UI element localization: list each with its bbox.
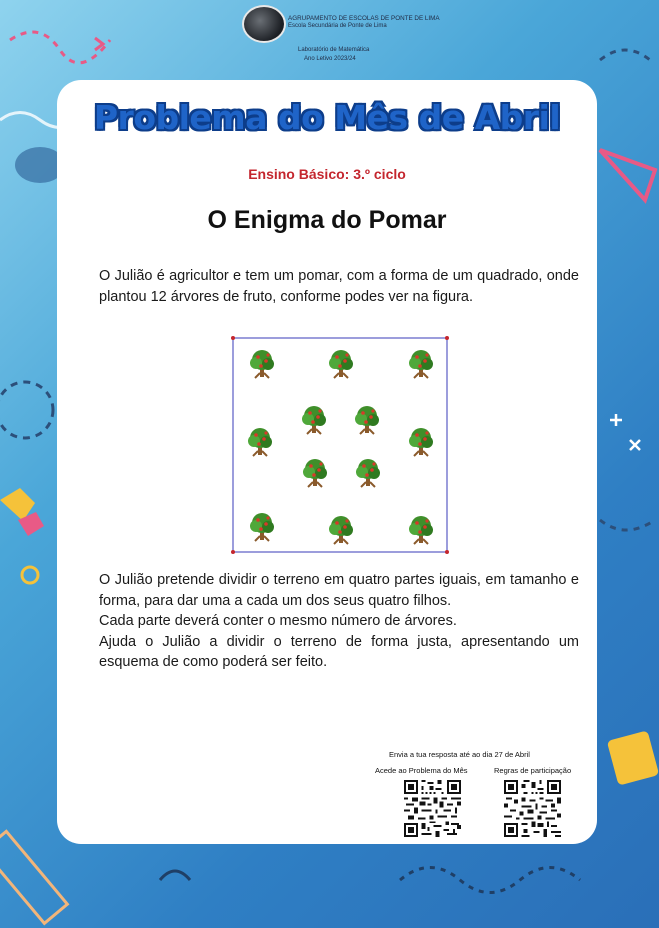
tree-icon [409,350,433,378]
tree-icon [409,516,433,544]
school-year: Ano Letivo 2023/24 [304,56,356,62]
tree-icon [356,459,380,487]
task-line: Cada parte deverá conter o mesmo número de árvores. [99,613,457,629]
tree-icon [409,428,433,456]
task-line: O Julião pretende dividir o terreno em quatro partes iguais, em tamanho e forma, para dar uma a cada um dos seus quatro filhos. [99,572,579,609]
tree-icon [250,350,274,378]
qr-code-rules[interactable] [504,780,561,837]
school-name: Escola Secundária de Ponte de Lima [288,23,387,29]
problem-subtitle: O Enigma do Pomar [207,206,447,234]
lab-name: Laboratório de Matemática [298,47,370,53]
task-line: Ajuda o Julião a dividir o terreno de forma justa, apresentando um esquema de como poderá ser feito. [99,633,579,670]
tree-icon [250,513,274,541]
school-group-name: AGRUPAMENTO DE ESCOLAS DE PONTE DE LIMA [288,15,440,22]
problem-card [57,80,597,844]
tree-icon [248,428,272,456]
tree-icon [329,350,353,378]
qr-problem-label: Acede ao Problema do Mês [375,766,468,775]
problem-intro-text: O Julião é agricultor e tem um pomar, com a forma de um quadrado, onde plantou 12 árvores de fruto, conforme podes ver na figura. [99,268,579,305]
tree-icon [355,406,379,434]
tree-icon [329,516,353,544]
tree-icon [302,406,326,434]
page-title: Problema do Mês de Abril [93,98,561,137]
problem-task-text [99,570,579,673]
school-header [242,5,502,75]
tree-icon [303,459,327,487]
orchard-figure [217,324,461,562]
deadline-note: Envia a tua resposta até ao dia 27 de Abril [389,750,530,759]
qr-rules-label: Regras de participação [494,766,572,775]
education-level: Ensino Básico: 3.º ciclo [248,166,406,182]
qr-code-problem[interactable] [404,780,461,837]
school-logo [242,5,286,43]
